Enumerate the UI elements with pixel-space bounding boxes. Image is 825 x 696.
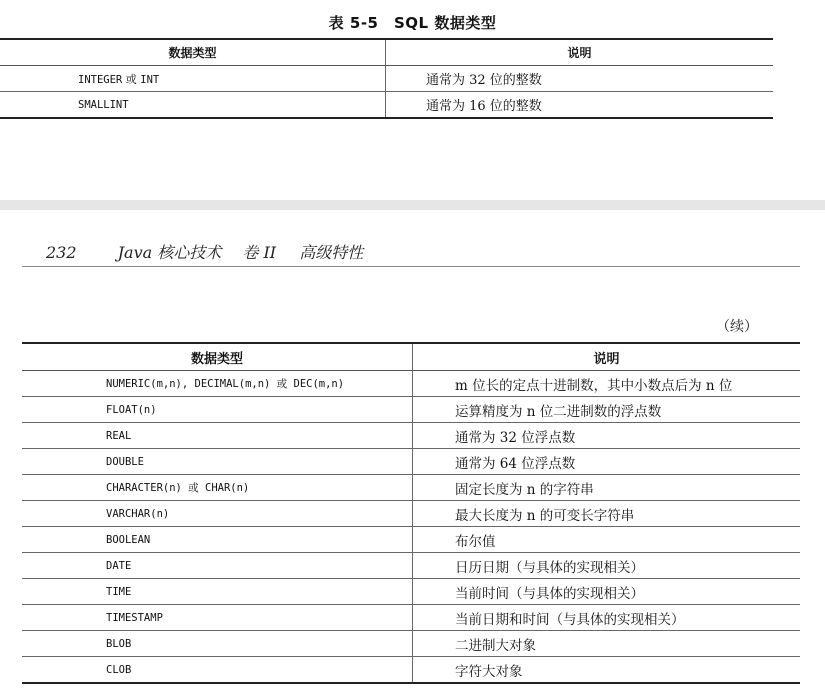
table-row: [22, 423, 800, 449]
page-separator: [0, 200, 825, 210]
type-cell: REAL: [22, 423, 413, 449]
table-body: [22, 371, 800, 684]
type-cell: BLOB: [22, 631, 413, 657]
table-row: [22, 397, 800, 423]
volume-label: 卷 II: [242, 243, 277, 262]
sql-types-table-2: [22, 342, 800, 684]
table-row: [22, 553, 800, 579]
description-cell: 运算精度为 n 位二进制数的浮点数: [413, 397, 801, 423]
description-cell: 固定长度为 n 的字符串: [413, 475, 801, 501]
header-description: 说明: [413, 343, 801, 371]
book-subtitle: 高级特性: [299, 243, 364, 262]
type-cell: CLOB: [22, 657, 413, 684]
table-row: [22, 631, 800, 657]
type-cell: TIME: [22, 579, 413, 605]
table-row: [22, 579, 800, 605]
table-row: [22, 657, 800, 684]
description-cell: 通常为 32 位浮点数: [413, 423, 801, 449]
table-row: [0, 92, 773, 119]
description-cell: 最大长度为 n 的可变长字符串: [413, 501, 801, 527]
table-row: [0, 66, 773, 92]
type-cell: NUMERIC(m,n), DECIMAL(m,n) 或 DEC(m,n): [22, 371, 413, 397]
header-description: 说明: [386, 39, 774, 66]
type-cell: DOUBLE: [22, 449, 413, 475]
description-cell: 通常为 64 位浮点数: [413, 449, 801, 475]
header-data-type: 数据类型: [22, 343, 413, 371]
description-cell: 字符大对象: [413, 657, 801, 684]
description-cell: 当前时间（与具体的实现相关）: [413, 579, 801, 605]
table-row: [22, 605, 800, 631]
header-data-type: 数据类型: [0, 39, 386, 66]
description-cell: 当前日期和时间（与具体的实现相关）: [413, 605, 801, 631]
type-cell: SMALLINT: [0, 92, 386, 119]
continued-label: （续）: [716, 319, 758, 335]
type-cell: TIMESTAMP: [22, 605, 413, 631]
page-number: 232: [46, 243, 77, 262]
table-caption: 表 5-5 SQL 数据类型: [328, 14, 497, 32]
description-cell: m 位长的定点十进制数，其中小数点后为 n 位: [413, 371, 801, 397]
description-cell: 通常为 16 位的整数: [386, 92, 774, 119]
type-cell: BOOLEAN: [22, 527, 413, 553]
type-cell: DATE: [22, 553, 413, 579]
description-cell: 日历日期（与具体的实现相关）: [413, 553, 801, 579]
type-cell: CHARACTER(n) 或 CHAR(n): [22, 475, 413, 501]
type-cell: FLOAT(n): [22, 397, 413, 423]
description-cell: 二进制大对象: [413, 631, 801, 657]
type-cell: VARCHAR(n): [22, 501, 413, 527]
book-title: Java 核心技术: [117, 243, 222, 262]
description-cell: 布尔值: [413, 527, 801, 553]
table-row: [22, 371, 800, 397]
description-cell: 通常为 32 位的整数: [386, 66, 774, 92]
header-rule: [22, 266, 800, 267]
running-header: [46, 240, 363, 263]
table-row: [22, 449, 800, 475]
type-cell: INTEGER 或 INT: [0, 66, 386, 92]
table-row: [22, 527, 800, 553]
table-row: [22, 501, 800, 527]
sql-types-table-1: [0, 38, 773, 119]
table-row: [22, 475, 800, 501]
